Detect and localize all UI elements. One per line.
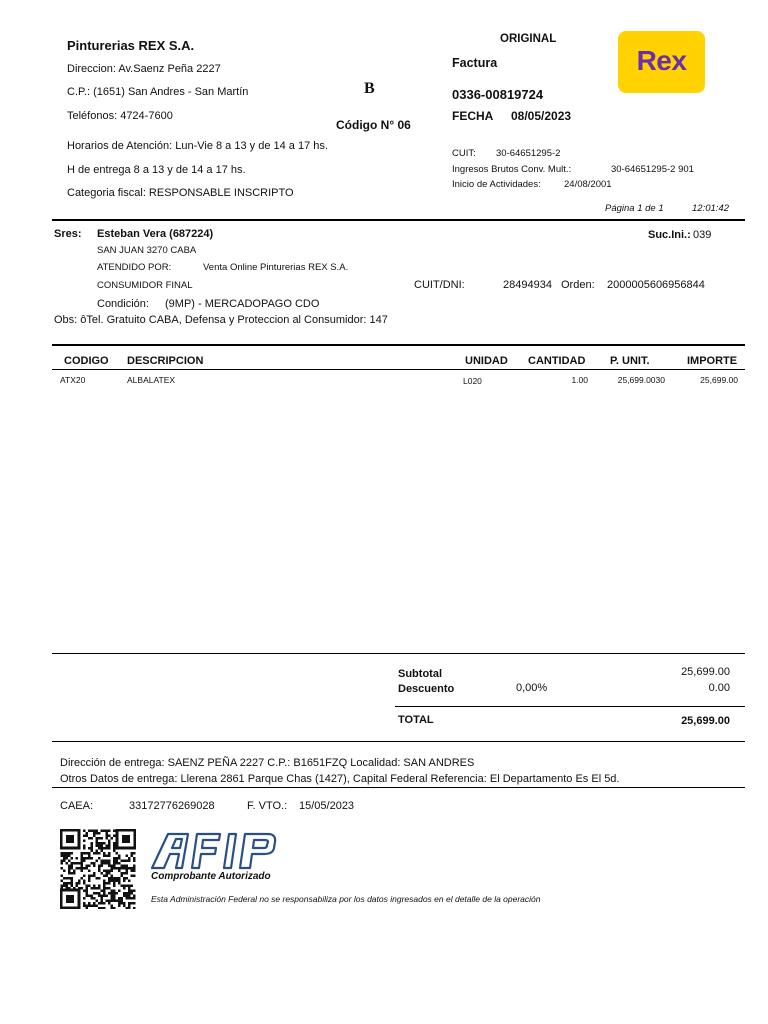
divider-totals bbox=[395, 706, 745, 707]
subtotal-label: Subtotal bbox=[398, 668, 442, 680]
rex-logo bbox=[618, 31, 705, 93]
invoice-code: Código N° 06 bbox=[336, 118, 411, 132]
order-value: 2000005606956844 bbox=[607, 279, 705, 291]
company-address: Direccion: Av.Saenz Peña 2227 bbox=[67, 63, 221, 75]
consumer-type: CONSUMIDOR FINAL bbox=[97, 280, 193, 291]
date-value: 08/05/2023 bbox=[511, 109, 572, 123]
date-label: FECHA bbox=[452, 109, 494, 123]
attended-label: ATENDIDO POR: bbox=[97, 262, 172, 273]
caea-vto-value: 15/05/2023 bbox=[299, 800, 355, 812]
cuit-dni-label: CUIT/DNI: bbox=[414, 279, 465, 291]
company-hours: Horarios de Atención: Lun-Vie 8 a 13 y de 14 a 17 hs. bbox=[67, 140, 328, 152]
invoice-letter: B bbox=[364, 80, 375, 97]
col-header-unit: UNIDAD bbox=[465, 355, 508, 367]
company-cp: C.P.: (1651) San Andres - San Martín bbox=[67, 86, 249, 98]
order-label: Orden: bbox=[561, 279, 595, 291]
col-header-amount: IMPORTE bbox=[687, 355, 738, 367]
qr-code bbox=[60, 829, 136, 909]
start-value: 24/08/2001 bbox=[564, 179, 612, 190]
sres-label: Sres: bbox=[54, 228, 82, 240]
discount-label: Descuento bbox=[398, 683, 455, 695]
iibb-value: 30-64651295-2 901 bbox=[611, 164, 694, 175]
branch-value: 039 bbox=[693, 229, 712, 241]
observations: Obs: ôTel. Gratuito CABA, Defensa y Proteccion al Consumidor: 147 bbox=[54, 314, 388, 326]
fiscal-category: Categoria fiscal: RESPONSABLE INSCRIPTO bbox=[67, 187, 294, 199]
rex-logo-text: Rex bbox=[636, 45, 687, 76]
afip-logo bbox=[150, 830, 278, 870]
condition-value: (9MP) - MERCADOPAGO CDO bbox=[165, 298, 320, 310]
doc-number: 0336-00819724 bbox=[452, 87, 544, 102]
divider-header bbox=[52, 219, 745, 221]
discount-pct: 0,00% bbox=[516, 682, 548, 694]
row-description: ALBALATEX bbox=[127, 375, 176, 385]
company-phones: Teléfonos: 4724-7600 bbox=[67, 110, 173, 122]
divider-delivery bbox=[52, 741, 745, 742]
caea-value: 33172776269028 bbox=[129, 800, 215, 812]
divider-table-bottom bbox=[52, 653, 745, 654]
divider-caea bbox=[52, 787, 745, 788]
condition-label: Condición: bbox=[97, 298, 149, 310]
afip-authorized: Comprobante Autorizado bbox=[151, 871, 271, 882]
company-name: Pinturerias REX S.A. bbox=[67, 38, 195, 53]
client-name: Esteban Vera (687224) bbox=[97, 228, 214, 240]
page-number: Página 1 de 1 bbox=[605, 203, 664, 214]
subtotal-value: 25,699.00 bbox=[681, 666, 730, 678]
discount-value: 0.00 bbox=[708, 682, 730, 694]
client-address: SAN JUAN 3270 CABA bbox=[97, 245, 197, 256]
doc-type: Factura bbox=[452, 56, 498, 70]
row-amount: 25,699.00 bbox=[700, 375, 738, 385]
branch-label: Suc.Ini.: bbox=[648, 229, 691, 241]
cuit-value: 30-64651295-2 bbox=[496, 148, 561, 159]
col-header-unit-price: P. UNIT. bbox=[610, 355, 650, 367]
start-label: Inicio de Actividades: bbox=[452, 179, 541, 190]
row-unit-price: 25,699.0030 bbox=[617, 375, 665, 385]
delivery-hours: H de entrega 8 a 13 y de 14 a 17 hs. bbox=[67, 164, 246, 176]
cuit-label: CUIT: bbox=[452, 148, 476, 159]
divider-table-top bbox=[52, 344, 745, 346]
col-header-code: CODIGO bbox=[64, 355, 109, 367]
delivery-other: Otros Datos de entrega: Llerena 2861 Parque Chas (1427), Capital Federal Referencia: El Departamento Es El 5d. bbox=[60, 773, 620, 785]
caea-vto-label: F. VTO.: bbox=[247, 800, 288, 812]
row-unit: L020 bbox=[463, 376, 482, 386]
total-label: TOTAL bbox=[398, 714, 434, 726]
attended-value: Venta Online Pinturerias REX S.A. bbox=[203, 262, 349, 273]
row-quantity: 1.00 bbox=[571, 375, 588, 385]
row-code: ATX20 bbox=[60, 375, 86, 385]
delivery-address: Dirección de entrega: SAENZ PEÑA 2227 C.P.: B1651FZQ Localidad: SAN ANDRES bbox=[60, 757, 475, 769]
afip-logo-text: AFIP bbox=[150, 830, 153, 831]
col-header-quantity: CANTIDAD bbox=[528, 355, 586, 367]
iibb-label: Ingresos Brutos Conv. Mult.: bbox=[452, 164, 572, 175]
total-value: 25,699.00 bbox=[681, 715, 730, 727]
afip-disclaimer: Esta Administración Federal no se responsabiliza por los datos ingresados en el detalle de la operación bbox=[151, 894, 541, 904]
copy-label: ORIGINAL bbox=[500, 33, 557, 45]
cuit-dni-value: 28494934 bbox=[503, 279, 552, 291]
col-header-description: DESCRIPCION bbox=[127, 355, 204, 367]
print-time: 12:01:42 bbox=[692, 203, 729, 214]
divider-table-header bbox=[52, 369, 745, 370]
caea-label: CAEA: bbox=[60, 800, 94, 812]
